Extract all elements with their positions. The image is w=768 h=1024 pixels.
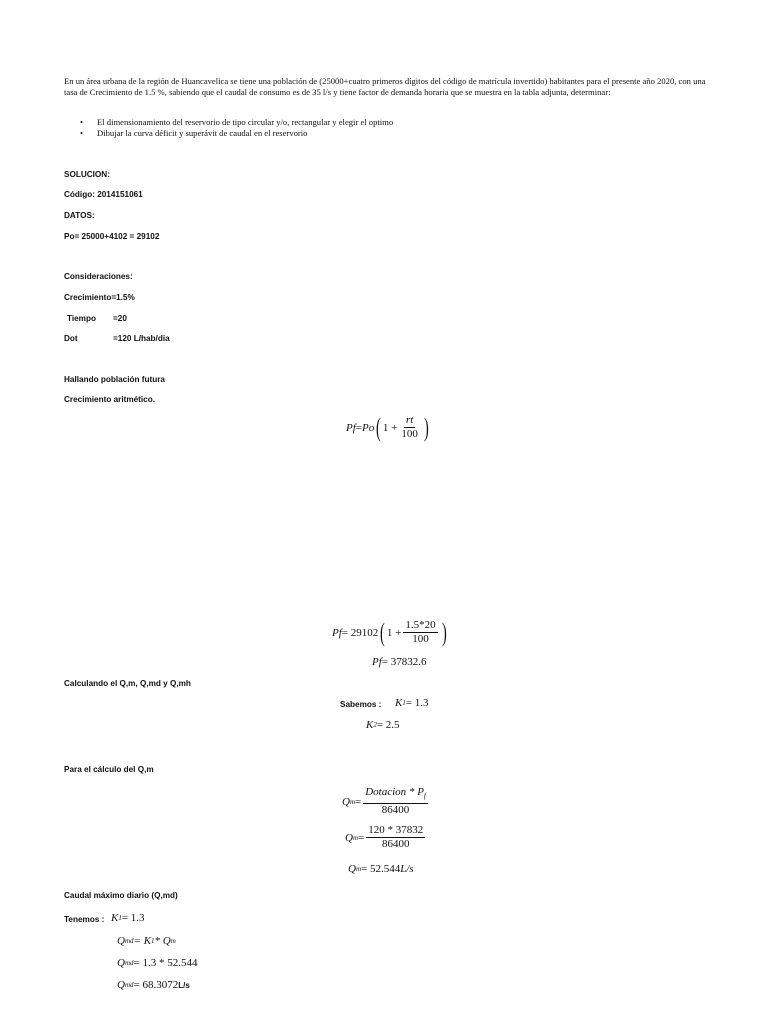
tk1-value: K 1 = 1.3 [111,912,145,924]
problem-statement: En un área urbana de la región de Huancavelica se tiene una población de (25000+cuatro primeros dígitos del código de matrícula invertido) habitantes para el presente año 2020, con una tasa de Crecimiento de 1.5 %, sabiendo que el caudal de consumo es de 35 l/s y tiene factor de demanda horaria que se muestra en la tabla adjunta, determinar: [64,76,706,97]
para-calculo-heading: Para el cálculo del Q,m [64,765,154,774]
solucion-heading: SOLUCION: [64,170,110,179]
formula-qmd-general: Q md = K 1 * Q m [117,935,176,947]
tiempo-label: Tiempo [67,314,96,323]
task-item: • Dibujar la curva déficit y superávit de caudal en el reservorio [64,128,393,139]
caudal-max-heading: Caudal máximo diario (Q,md) [64,891,178,900]
k2-value: K 2 = 2.5 [366,719,400,731]
dot-value: =120 L/hab/dia [113,334,170,343]
formula-qmd-substituted: Q md = 1.3 * 52.544 [117,957,198,969]
po-line: Po= 25000+4102 = 29102 [64,232,160,241]
formula-pf-general: Pf = Po ( 1 + $\frac{rt}{100}$ ) [346,412,429,442]
formula-qm-result: Q m = 52.544 L/s [348,863,414,875]
formula-qm-general: Q m = $\frac{Dotacion * P_f}{86400}$ [342,786,426,816]
tiempo-value: =20 [113,314,127,323]
formula-pf-substituted: Pf = 29102 ( 1 + $\frac{1.5*20}{100}$ ) [332,617,447,647]
calculando-heading: Calculando el Q,m, Q,md y Q,mh [64,679,191,688]
aritmetico-heading: Crecimiento aritmético. [64,395,155,404]
formula-pf-result: Pf = 37832.6 [372,656,427,668]
datos-heading: DATOS: [64,211,95,220]
task-list [64,117,393,138]
formula-qmd-result: Q md = 68.3072 L/s [117,979,190,991]
crecimiento-line: Crecimiento=1.5% [64,293,135,302]
tenemos-label: Tenemos : [64,915,105,924]
k1-value: K 1 = 1.3 [395,697,429,709]
hallando-heading: Hallando población futura [64,375,165,384]
codigo-line: Código: 2014151061 [64,190,143,199]
consideraciones-heading: Consideraciones: [64,272,133,281]
dot-label: Dot [64,334,78,343]
formula-qm-substituted: Q m = $\frac{120 * 37832}{86400}$ [345,824,424,850]
sabemos-label: Sabemos : [340,700,382,709]
task-item: • El dimensionamiento del reservorio de tipo circular y/o, rectangular y elegir el optimo [64,117,393,128]
